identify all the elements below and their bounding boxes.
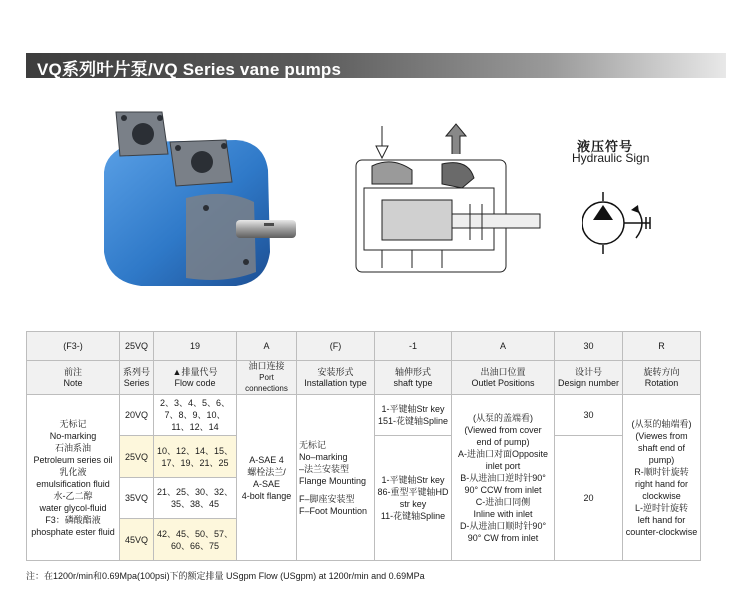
design-number-cell: 30 — [555, 395, 623, 436]
table-row — [27, 395, 701, 436]
header-port-connections: 油口连接 Port connections — [237, 361, 297, 395]
outlet-position-cell: (从泵的盖端看) (Viewed from cover end of pump) A-进油口对面Opposite inlet port B-从进油口逆时针90° 90° CCW from inlet C-进油口同侧 Inline with inlet D-从进油口顺时针90° 90° CW from inlet — [452, 395, 555, 561]
flow-code-cell: 42、45、50、57、 60、66、75 — [154, 519, 237, 561]
model-code-row — [27, 332, 701, 361]
design-number-cell: 20 — [555, 436, 623, 561]
inlet-arrow-icon — [376, 126, 388, 158]
flow-code-cell: 2、3、4、5、6、 7、8、9、10、 11、12、14 — [154, 395, 237, 436]
code-cell: R — [623, 332, 701, 361]
flow-code-cell: 10、12、14、15、 17、19、21、25 — [154, 436, 237, 478]
model-code-table — [26, 331, 701, 561]
hydraulic-sign-label-en: Hydraulic Sign — [572, 151, 650, 165]
header-row — [27, 361, 701, 395]
code-cell: (F3-) — [27, 332, 120, 361]
header-rotation: 旋转方向 Rotation — [623, 361, 701, 395]
page-title: VQ系列叶片泵/VQ Series vane pumps — [37, 60, 342, 79]
code-cell: A — [237, 332, 297, 361]
shaft-type-cell: 1-平键轴Str key 86-重型平键轴HD str key 11-花键轴Spline — [375, 436, 452, 561]
shaft-type-cell: 1-平键轴Str key 151-花键轴Spline — [375, 395, 452, 436]
hydraulic-pump-symbol-icon — [582, 192, 664, 254]
flow-code-cell: 21、25、30、32、 35、38、45 — [154, 478, 237, 519]
hydraulic-sign-label-cn: 液压符号 — [577, 139, 634, 154]
header-note: 前注 Note — [27, 361, 120, 395]
code-cell: 19 — [154, 332, 237, 361]
header-flow-code: ▲排量代号 Flow code — [154, 361, 237, 395]
code-cell: 30 — [555, 332, 623, 361]
code-cell: A — [452, 332, 555, 361]
code-cell: (F) — [297, 332, 375, 361]
code-cell: -1 — [375, 332, 452, 361]
header-installation-type: 安装形式 Installation type — [297, 361, 375, 395]
vane-pump-photo — [86, 102, 306, 292]
series-cell: 20VQ — [120, 395, 154, 436]
rotation-cell: (从泵的轴端看) (Viewes from shaft end of pump) R-顺时针旋转 right hand for clockwise L-逆时针旋转 left hand for counter-clockwise — [623, 395, 701, 561]
note-cell: 无标记 No-marking 石油系油 Petroleum series oil 乳化液 emulsification fluid 水-乙二醇 water glycol-fluid F3：磷酸酯液 phosphate ester fluid — [27, 395, 120, 561]
port-connection-cell: A-SAE 4 螺栓法兰/ A-SAE 4-bolt flange — [237, 395, 297, 561]
series-cell: 35VQ — [120, 478, 154, 519]
code-cell: 25VQ — [120, 332, 154, 361]
installation-cell: 无标记 No–marking –法兰安装型 Flange Mounting F–脚座安装型 F–Foot Mountion — [297, 395, 375, 561]
sectional-view-drawing — [342, 118, 554, 280]
title-banner — [26, 53, 726, 78]
header-shaft-type: 轴伸形式 shaft type — [375, 361, 452, 395]
series-cell: 45VQ — [120, 519, 154, 561]
header-design-number: 设计号 Design number — [555, 361, 623, 395]
header-series: 系列号 Series — [120, 361, 154, 395]
series-cell: 25VQ — [120, 436, 154, 478]
footnote: 注：在1200r/min和0.69Mpa(100psi)下的额定排量 USgpm Flow (USgpm) at 1200r/min and 0.69MPa — [26, 571, 425, 581]
header-outlet-positions: 出油口位置 Outlet Positions — [452, 361, 555, 395]
